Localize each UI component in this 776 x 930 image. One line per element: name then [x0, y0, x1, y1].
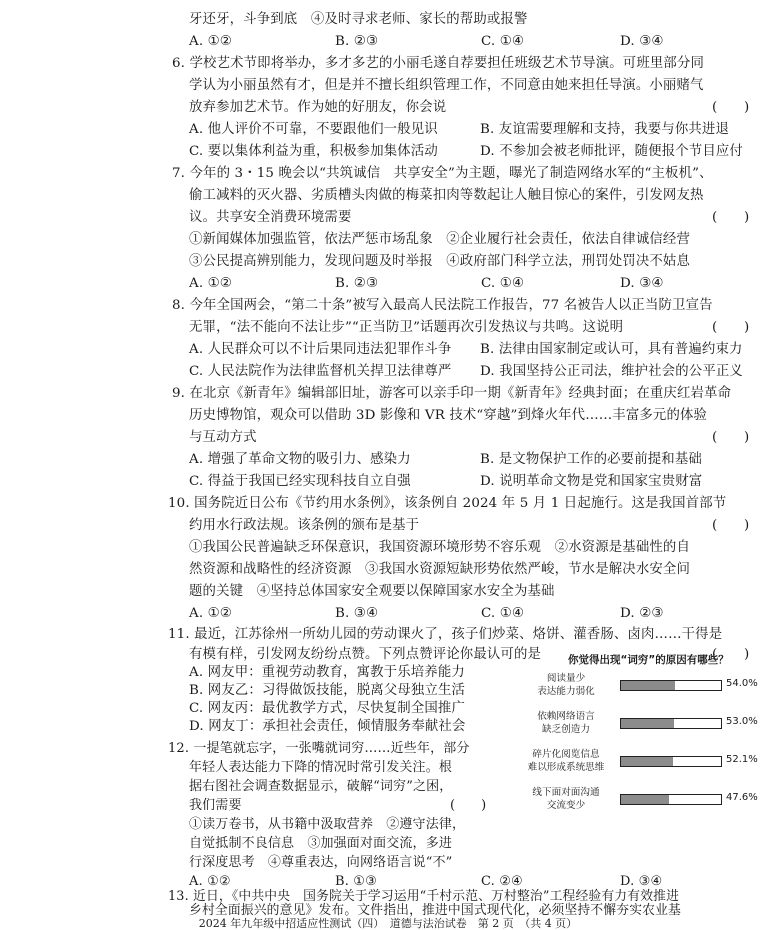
- q10-option-c: C. ①④: [481, 606, 525, 621]
- q8-option-a: A. 人民群众可以不计后果同违法犯罪作斗争: [189, 342, 452, 357]
- chart-category-label-line: 表达能力弱化: [537, 686, 595, 697]
- chart-category-label-line: 线下面对面沟通: [532, 787, 600, 798]
- chart-category-label: [516, 710, 616, 736]
- q7-stem-line-3: 议。共享安全消费环境需要: [189, 210, 352, 225]
- chart-bar: [621, 757, 673, 766]
- chart-bar-track: [620, 794, 722, 805]
- q12-option-b: B. ①③: [335, 874, 377, 889]
- q7-stem-line-1: 7. 今年的 3・15 晚会以“共筑诚信 共享安全”为主题，曝光了制造网络水军的“主板机”、: [172, 166, 713, 181]
- chart-bar: [621, 681, 675, 690]
- q8-option-b: B. 法律由国家制定或认可，具有普遍约束力: [480, 342, 743, 357]
- q11-answer-parentheses: ( ): [712, 647, 750, 662]
- q12-stem-line-2: 年轻人表达能力下降的情况时常引发关注。根: [189, 760, 453, 775]
- q6-option-a: A. 他人评价不可靠，不要跟他们一般见识: [189, 122, 438, 137]
- survey-chart: [516, 652, 766, 842]
- q9-option-a: A. 增强了革命文物的吸引力、感染力: [189, 452, 411, 467]
- chart-category-label-line: 依赖网络语言: [537, 711, 595, 722]
- q9-option-b: B. 是文物保护工作的必要前提和基础: [480, 452, 702, 467]
- q8-option-d: D. 我国坚持公正司法，维护社会的公平正义: [480, 364, 743, 379]
- chart-category-label-line: 交流变少: [546, 800, 586, 811]
- q10-statements-line-1: ①我国公民普遍缺乏环保意识，我国资源环境形势不容乐观 ②水资源是基础性的自: [189, 540, 691, 555]
- q7-statements-line-1: ①新闻媒体加强监管，依法严惩市场乱象 ②企业履行社会责任，依法自律诚信经营: [189, 232, 691, 247]
- q12-stem-line-4: 我们需要: [189, 798, 242, 813]
- chart-category-label-line: 阅读量少: [546, 673, 586, 684]
- q10-stem-line-1: 10. 国务院近日公布《节约用水条例》，该条例自 2024 年 5 月 1 日起施行。这是我国首部节: [168, 496, 727, 511]
- chart-value-label: 54.0%: [726, 678, 758, 689]
- q13-stem-line-2: 乡村全面振兴的意见》发布。文件指出，推进中国式现代化，必须坚持不懈夯实农业基: [189, 903, 681, 918]
- q6-option-b: B. 友谊需要理解和支持，我要与你共进退: [480, 122, 729, 137]
- q12-option-d: D. ③④: [620, 874, 663, 889]
- q10-stem-line-2: 约用水行政法规。该条例的颁布是基于: [189, 518, 420, 533]
- q8-option-c: C. 人民法院作为法律监督机关捍卫法律尊严: [189, 364, 452, 379]
- q10-option-a: A. ①②: [189, 606, 232, 621]
- chart-bar: [621, 719, 674, 728]
- chart-title: 你觉得出现“词穷”的原因有哪些？: [568, 654, 729, 666]
- q9-answer-parentheses: ( ): [712, 430, 750, 445]
- q10-option-d: D. ②③: [620, 606, 664, 621]
- q12-statements-line-1: ①读万卷书，从书籍中汲取营养 ②遵守法律，: [189, 817, 466, 832]
- q5-statement-line: 牙还牙，斗争到底 ④及时寻求老师、家长的帮助或报警: [189, 12, 528, 27]
- q12-option-a: A. ①②: [189, 874, 231, 889]
- q9-stem-line-3: 与互动方式: [189, 430, 257, 445]
- q11-option-c: C. 网友丙：最优教学方式，尽快复制全国推广: [189, 701, 466, 716]
- q10-option-b: B. ③④: [335, 606, 379, 621]
- q7-option-d: D. ③④: [620, 276, 664, 291]
- q9-option-c: C. 得益于我国已经实现科技自立自强: [189, 474, 411, 489]
- q11-stem-line-2: 有模有样，引发网友纷纷点赞。下列点赞评论你最认可的是: [189, 647, 542, 662]
- q9-stem-line-2: 历史博物馆，观众可以借助 3D 影像和 VR 技术“穿越”到烽火年代……丰富多元的体验: [189, 408, 708, 423]
- q12-stem-line-3: 据右图社会调查数据显示，破解“词穷”之困，: [189, 779, 453, 794]
- q7-answer-parentheses: ( ): [712, 210, 750, 225]
- q6-stem-line-3: 放弃参加艺术节。作为她的好朋友，你会说: [189, 100, 447, 115]
- chart-bar-track: [620, 756, 722, 767]
- q9-stem-line-1: 9. 在北京《新青年》编辑部旧址，游客可以亲手印一期《新青年》经典封面；在重庆红岩革命: [172, 386, 732, 401]
- q6-stem-line-1: 6. 学校艺术节即将举办，多才多艺的小丽毛遂自荐要担任班级艺术节导演。可班里部分同: [172, 56, 705, 71]
- q11-option-a: A. 网友甲：重视劳动教育，寓教于乐培养能力: [189, 665, 465, 680]
- q10-statements-line-3: 题的关键 ④坚持总体国家安全观要以保障国家水安全为基础: [189, 584, 555, 599]
- chart-category-label-line: 难以形成系统思维: [527, 762, 605, 773]
- chart-value-label: 47.6%: [726, 792, 758, 803]
- q8-stem-line-1: 8. 今年全国两会，“第二十条”被写入最高人民法院工作报告，77 名被告人以正当防卫宣告: [172, 298, 713, 313]
- q5-option-a: A. ①②: [189, 34, 232, 49]
- chart-category-label: [516, 748, 616, 774]
- chart-category-label-line: 缺乏创造力: [542, 724, 590, 735]
- q7-option-a: A. ①②: [189, 276, 232, 291]
- q5-option-d: D. ③④: [620, 34, 664, 49]
- q13-stem-line-1: 13. 近日，《中共中央 国务院关于学习运用“千村示范、万村整治”工程经验有力有效推进: [168, 889, 680, 904]
- q6-stem-line-2: 学认为小丽虽然有才，但是并不擅长组织管理工作，不同意由她来担任导演。小丽赌气: [189, 78, 704, 93]
- q11-option-d: D. 网友丁：承担社会责任，倾情服务奉献社会: [189, 719, 466, 734]
- chart-bar: [621, 795, 669, 804]
- chart-value-label: 53.0%: [726, 716, 758, 727]
- q10-answer-parentheses: ( ): [712, 518, 750, 533]
- page-footer: 2024 年九年级中招适应性测试（四） 道德与法治试卷 第 2 页 （共 4 页）: [198, 917, 578, 930]
- q11-stem-line-1: 11. 最近，江苏徐州一所幼儿园的劳动课火了，孩子们炒菜、烙饼、灌香肠、卤肉……干得是: [168, 627, 723, 642]
- chart-bar-track: [620, 718, 722, 729]
- q5-option-b: B. ②③: [335, 34, 379, 49]
- chart-category-label: [516, 786, 616, 812]
- q12-statements-line-2: 自觉抵制不良信息 ③加强面对面交流，多进: [189, 836, 453, 851]
- q6-option-c: C. 要以集体利益为重，积极参加集体活动: [189, 144, 438, 159]
- q7-option-c: C. ①④: [481, 276, 525, 291]
- q8-stem-line-2: 无罪，“法不能向不法让步”“正当防卫”话题再次引发热议与共鸣。这说明: [189, 320, 624, 335]
- q6-option-d: D. 不参加会被老师批评，随便报个节目应付: [480, 144, 743, 159]
- chart-value-label: 52.1%: [726, 754, 758, 765]
- q7-stem-line-2: 偷工减料的灭火器、劣质槽头肉做的梅菜扣肉等数起让人触目惊心的案件，引发网友热: [189, 188, 704, 203]
- q12-stem-line-1: 12. 一提笔就忘字，一张嘴就词穷……近些年，部分: [168, 741, 470, 756]
- q7-option-b: B. ②③: [335, 276, 379, 291]
- q11-option-b: B. 网友乙：习得做饭技能，脱离父母独立生活: [189, 683, 466, 698]
- q12-answer-parentheses: ( ): [450, 798, 487, 813]
- q5-option-c: C. ①④: [481, 34, 525, 49]
- q12-option-c: C. ②④: [481, 874, 523, 889]
- q9-option-d: D. 说明革命文物是党和国家宝贵财富: [480, 474, 703, 489]
- q10-statements-line-2: 然资源和战略性的经济资源 ③我国水资源短缺形势依然严峻，节水是解决水安全问: [189, 562, 691, 577]
- chart-category-label-line: 碎片化阅览信息: [532, 749, 600, 760]
- q8-answer-parentheses: ( ): [712, 320, 750, 335]
- chart-bar-track: [620, 680, 722, 691]
- q12-statements-line-3b: 行深度思考 ④尊重表达，向网络语言说“不”: [189, 855, 453, 870]
- chart-category-label: [516, 672, 616, 698]
- q7-statements-line-2: ③公民提高辨别能力，发现问题及时举报 ④政府部门科学立法，刑罚处罚决不姑息: [189, 254, 691, 269]
- q6-answer-parentheses: ( ): [712, 100, 750, 115]
